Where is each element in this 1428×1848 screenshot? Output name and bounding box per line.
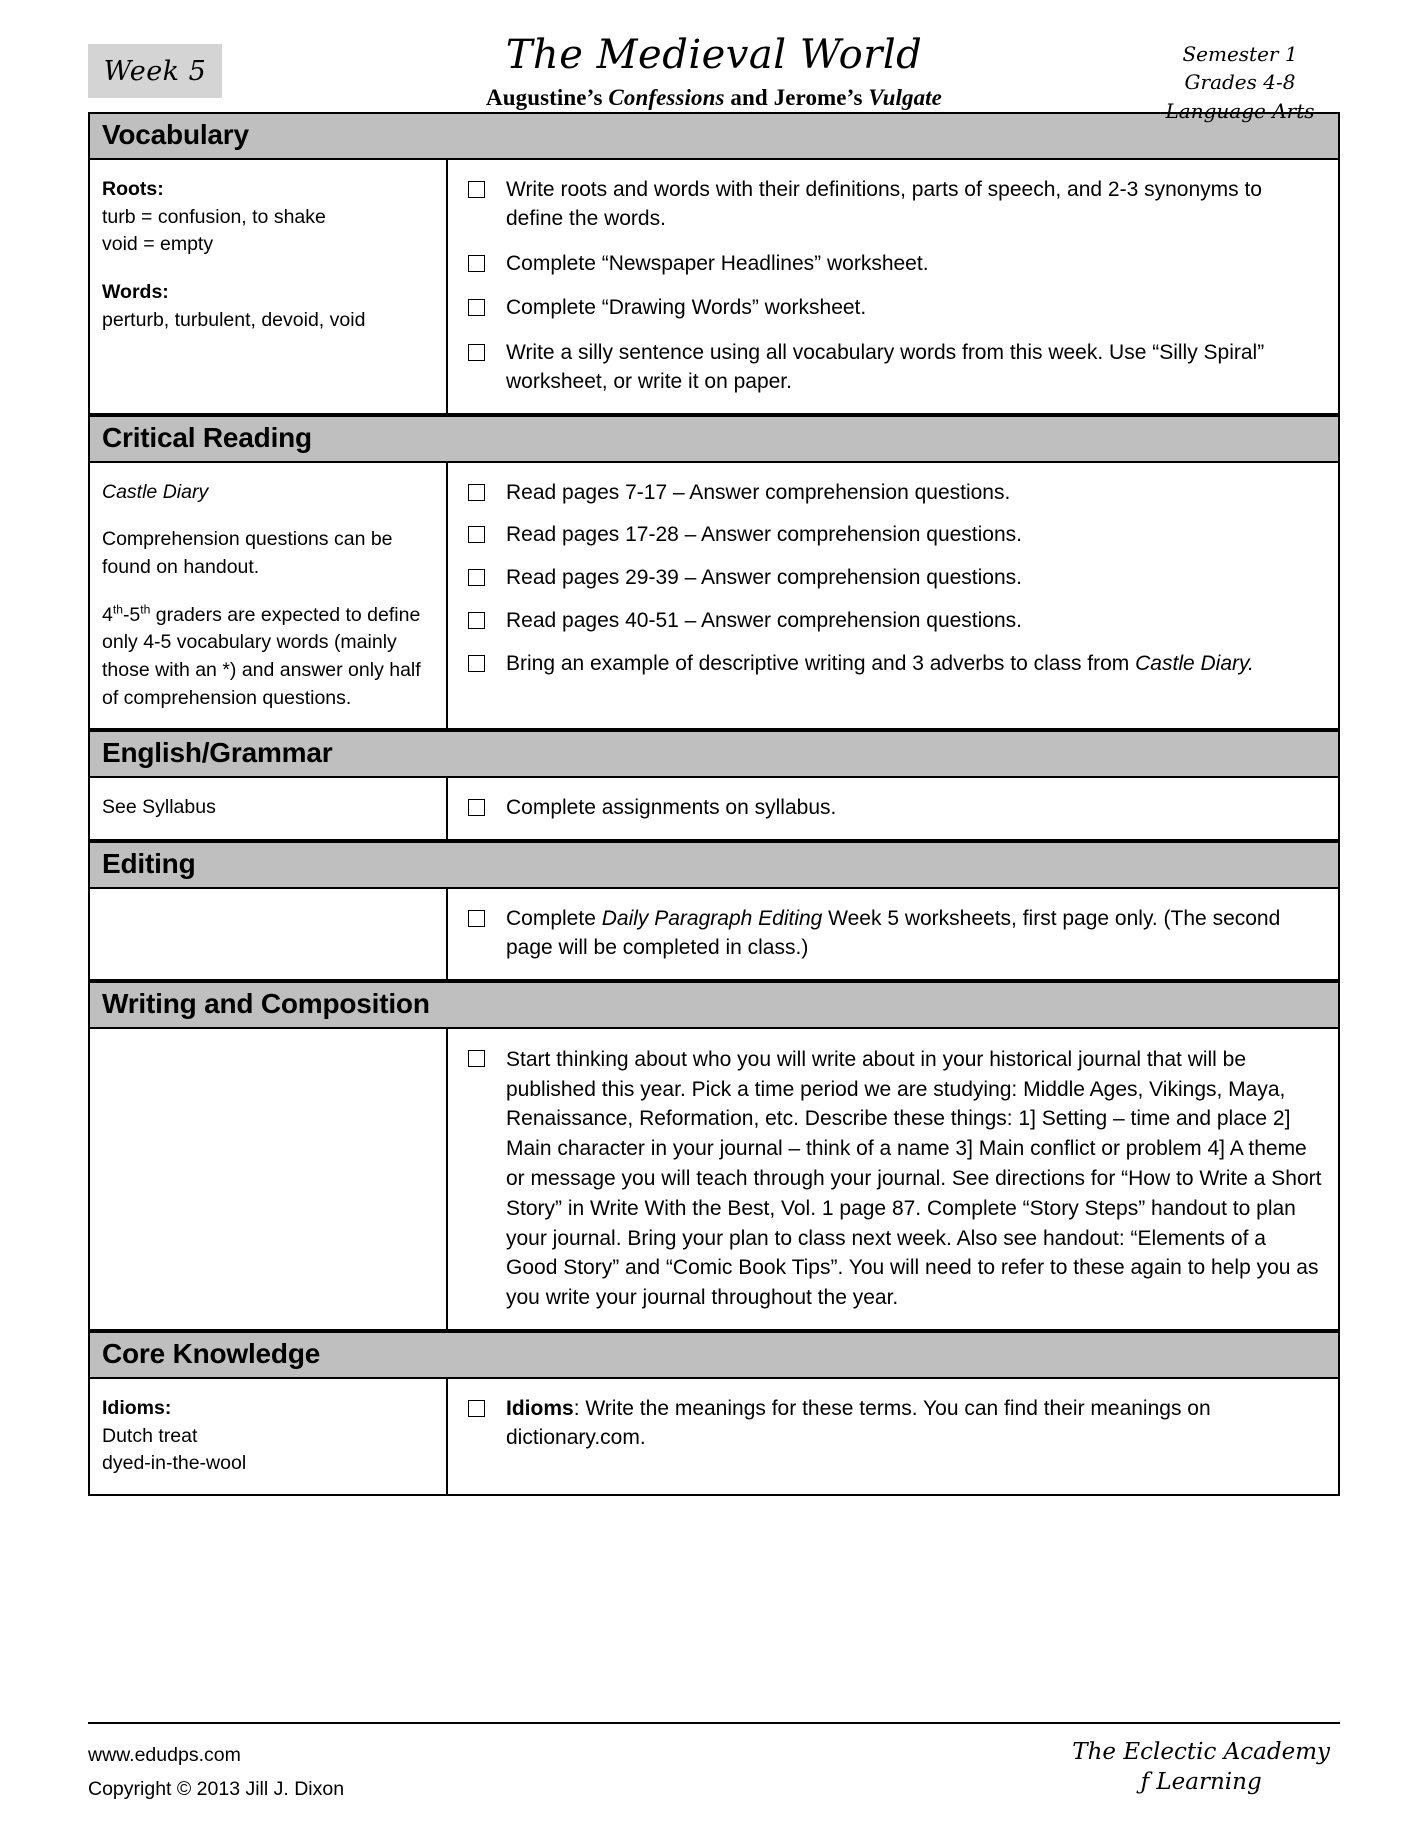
task-label-book: Castle Diary. <box>1135 651 1254 675</box>
task-item[interactable] <box>468 905 1322 963</box>
core-knowledge-reference <box>90 1379 448 1494</box>
writing-tasks <box>448 1029 1338 1329</box>
subtitle-book-vulgate: Vulgate <box>868 85 942 110</box>
idiom-item-1: Dutch treat <box>102 1424 198 1447</box>
section-header-critical-reading: Critical Reading <box>90 415 1338 463</box>
vocabulary-tasks <box>448 160 1338 413</box>
checkbox-icon[interactable] <box>468 569 485 586</box>
root-item-2: void = empty <box>102 233 214 256</box>
task-label <box>506 905 1322 963</box>
task-item[interactable] <box>468 564 1322 593</box>
task-item[interactable] <box>468 176 1322 234</box>
root-item-1: turb = confusion, to shake <box>102 205 326 228</box>
checkbox-icon[interactable] <box>468 484 485 501</box>
grader-note-post: graders are expected to define only 4-5 vocabulary words (mainly those with an *) and answer only half of comprehension questions. <box>102 603 421 709</box>
section-header-writing-composition: Writing and Composition <box>90 981 1338 1029</box>
task-item[interactable] <box>468 1395 1322 1453</box>
week-badge: Week 5 <box>88 44 222 98</box>
task-label: Read pages 29-39 – Answer comprehension questions. <box>506 566 1022 590</box>
section-row-english-grammar <box>90 778 1338 841</box>
page-header <box>88 0 1340 123</box>
checkbox-icon[interactable] <box>468 526 485 543</box>
task-label: Complete “Newspaper Headlines” worksheet. <box>506 251 929 275</box>
handout-note: Comprehension questions can be found on handout. <box>102 528 393 578</box>
checkbox-icon[interactable] <box>468 344 485 361</box>
checkbox-icon[interactable] <box>468 612 485 629</box>
idiom-item-2: dyed-in-the-wool <box>102 1452 247 1475</box>
brand-line-1: The Eclectic Academy <box>1072 1738 1330 1765</box>
syllabus-note: See Syllabus <box>102 796 216 819</box>
brand-line-2: ƒ Learning <box>1140 1768 1262 1795</box>
grader-note-pre: 4 <box>102 603 113 626</box>
footer-brand <box>1072 1738 1340 1798</box>
section-row-core-knowledge <box>90 1379 1338 1494</box>
checkbox-icon[interactable] <box>468 910 485 927</box>
task-item[interactable] <box>468 521 1322 550</box>
page-footer <box>88 1722 1340 1806</box>
grader-note-mid: -5 <box>122 603 141 626</box>
footer-website[interactable]: www.edudps.com <box>88 1743 241 1766</box>
task-label: Read pages 40-51 – Answer comprehension questions. <box>506 608 1022 632</box>
task-label: Write a silly sentence using all vocabulary words from this week. Use “Silly Spiral” worksheet, or write it on paper. <box>506 341 1265 393</box>
english-grammar-tasks <box>448 778 1338 839</box>
words-list: perturb, turbulent, devoid, void <box>102 308 366 331</box>
checkbox-icon[interactable] <box>468 1050 485 1067</box>
task-label <box>506 650 1322 679</box>
meta-semester: Semester 1 <box>1182 42 1298 66</box>
writing-reference <box>90 1029 448 1329</box>
checkbox-icon[interactable] <box>468 799 485 816</box>
subtitle-book-confessions: Confessions <box>608 85 725 110</box>
footer-copyright: Copyright © 2013 Jill J. Dixon <box>88 1777 345 1800</box>
task-label: Write roots and words with their definitions, parts of speech, and 2-3 synonyms to define the words. <box>506 178 1262 230</box>
section-header-editing: Editing <box>90 841 1338 889</box>
section-header-core-knowledge: Core Knowledge <box>90 1331 1338 1379</box>
section-header-english-grammar: English/Grammar <box>90 730 1338 778</box>
task-label: Complete “Drawing Words” worksheet. <box>506 296 867 320</box>
grader-note-sup-2: th <box>140 602 151 617</box>
critical-reading-tasks <box>448 463 1338 729</box>
task-label <box>506 1395 1322 1453</box>
idioms-label: Idioms: <box>102 1397 172 1420</box>
grader-note-sup-1: th <box>112 602 123 617</box>
editing-tasks <box>448 889 1338 979</box>
task-item[interactable] <box>468 250 1322 279</box>
task-label: Read pages 17-28 – Answer comprehension questions. <box>506 523 1022 547</box>
checkbox-icon[interactable] <box>468 655 485 672</box>
words-label: Words: <box>102 281 169 304</box>
subtitle-pre: Augustine’s <box>486 85 609 110</box>
course-meta <box>1140 40 1340 125</box>
footer-left <box>88 1738 344 1806</box>
page-title: The Medieval World <box>505 32 923 78</box>
task-label: Start thinking about who you will write about in your historical journal that will be published this year. Pick a time period we are studying: Middle Ages, Vikings, Maya, Renaissance, Reformation, etc. Describe these things: 1] Setting – time and place 2] Main character in your journal – think of a name 3] Main conflict or problem 4] A theme or message you will teach through your journal. See directions for “How to Write a Short Story” in Write With the Best, Vol. 1 page 87. Complete “Story Steps” handout to plan your journal. Bring your plan to class next week. Also see handout: “Elements of a Good Story” and “Comic Book Tips”. You will need to refer to these again to help you as you write your journal throughout the year. <box>506 1047 1322 1310</box>
task-label-rest: : Write the meanings for these terms. You can find their meanings on dictionary.com. <box>506 1397 1211 1449</box>
section-row-writing-composition <box>90 1029 1338 1331</box>
task-label: Complete assignments on syllabus. <box>506 796 837 820</box>
section-row-editing <box>90 889 1338 981</box>
grader-note <box>102 602 432 713</box>
assignment-table <box>88 112 1340 1496</box>
checkbox-icon[interactable] <box>468 299 485 316</box>
task-label-book: Daily Paragraph Editing <box>601 907 823 931</box>
task-label-bold: Idioms <box>506 1397 574 1421</box>
task-label-pre: Bring an example of descriptive writing and 3 adverbs to class from <box>506 651 1136 675</box>
checkbox-icon[interactable] <box>468 255 485 272</box>
task-label-post: Week 5 worksheets, first page only. (The second page will be completed in class.) <box>506 907 1281 959</box>
task-item[interactable] <box>468 294 1322 323</box>
editing-reference <box>90 889 448 979</box>
checkbox-icon[interactable] <box>468 1400 485 1417</box>
section-row-vocabulary <box>90 160 1338 415</box>
checkbox-icon[interactable] <box>468 181 485 198</box>
task-label: Read pages 7-17 – Answer comprehension questions. <box>506 480 1011 504</box>
subtitle-mid: and Jerome’s <box>724 85 869 110</box>
roots-label: Roots: <box>102 178 164 200</box>
task-item[interactable] <box>468 1045 1322 1313</box>
book-title: Castle Diary <box>102 480 209 503</box>
task-item[interactable] <box>468 607 1322 636</box>
section-row-critical-reading <box>90 463 1338 731</box>
footer-divider <box>88 1722 1340 1724</box>
core-knowledge-tasks <box>448 1379 1338 1494</box>
task-item[interactable] <box>468 650 1322 679</box>
meta-subject: Language Arts <box>1165 98 1315 123</box>
meta-grades: Grades 4-8 <box>1184 70 1296 95</box>
english-grammar-reference <box>90 778 448 839</box>
task-item[interactable] <box>468 339 1322 397</box>
vocabulary-reference <box>90 160 448 413</box>
task-label-pre: Complete <box>506 907 602 931</box>
task-item[interactable] <box>468 794 1322 823</box>
task-item[interactable] <box>468 479 1322 508</box>
critical-reading-reference <box>90 463 448 729</box>
section-header-vocabulary: Vocabulary <box>90 114 1338 160</box>
